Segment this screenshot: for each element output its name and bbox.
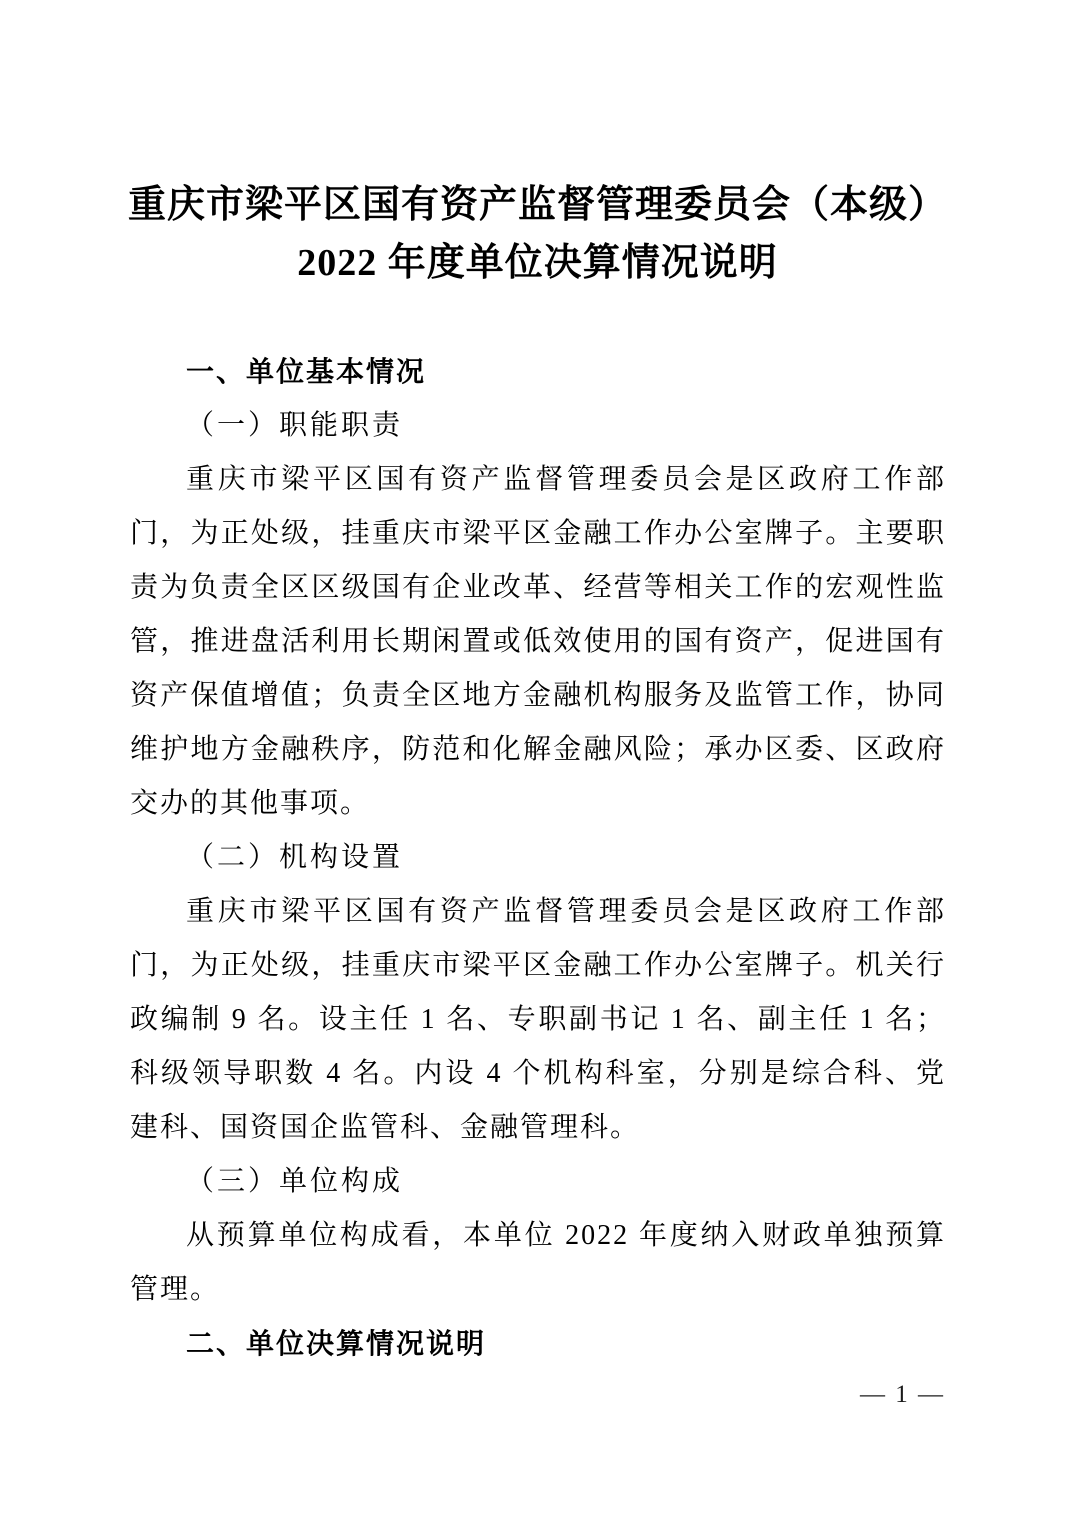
paragraph-duties: 重庆市梁平区国有资产监督管理委员会是区政府工作部门，为正处级，挂重庆市梁平区金融工作办公室牌子。主要职责为负责全区区级国有企业改革、经营等相关工作的宏观性监管，推进盘活利用长期闲置或低效使用的国有资产，促进国有资产保值增值；负责全区地方金融机构服务及监管工作，协同维护地方金融秩序，防范和化解金融风险；承办区委、区政府交办的其他事项。: [130, 464, 946, 819]
document-body: [130, 345, 946, 1371]
paragraph-unit-composition: 从预算单位构成看，本单位 2022 年度纳入财政单独预算管理。: [130, 1220, 946, 1305]
section-heading-1: 一、单位基本情况: [186, 356, 427, 387]
page-number: — 1 —: [860, 1381, 945, 1408]
document-title-line2: 2022 年度单位决算情况说明: [297, 242, 778, 284]
subsection-heading-1-1: （一）职能职责: [186, 410, 404, 441]
subsection-heading-1-2: （二）机构设置: [186, 842, 404, 873]
subsection-heading-1-3: （三）单位构成: [186, 1166, 404, 1197]
section-heading-2: 二、单位决算情况说明: [186, 1328, 487, 1359]
paragraph-organization: 重庆市梁平区国有资产监督管理委员会是区政府工作部门，为正处级，挂重庆市梁平区金融工作办公室牌子。机关行政编制 9 名。设主任 1 名、专职副书记 1 名、副主任 1 名；科级领导职数 4 名。内设 4 个机构科室，分别是综合科、党建科、国资国企监管科、金融管理科。: [130, 896, 946, 1143]
document-title-line1: 重庆市梁平区国有资产监督管理委员会（本级）: [127, 184, 947, 226]
document-title: [0, 176, 1075, 292]
